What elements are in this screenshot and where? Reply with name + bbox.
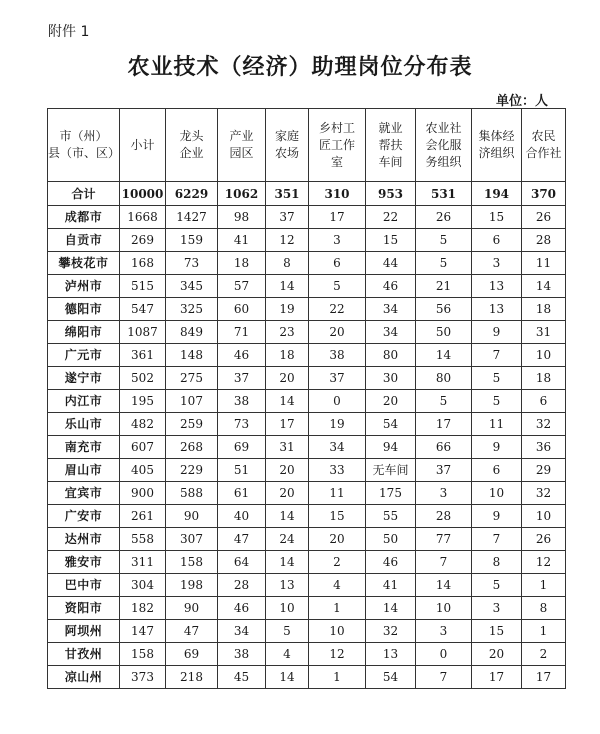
value-cell: 373 (120, 666, 166, 689)
region-cell: 成都市 (48, 206, 120, 229)
region-cell: 乐山市 (48, 413, 120, 436)
value-cell: 3 (416, 620, 472, 643)
value-cell: 20 (472, 643, 522, 666)
value-cell: 50 (416, 321, 472, 344)
value-cell: 13 (366, 643, 416, 666)
value-cell: 30 (366, 367, 416, 390)
value-cell: 38 (218, 390, 266, 413)
table-row (48, 528, 566, 551)
table-row (48, 620, 566, 643)
value-cell: 10 (416, 597, 472, 620)
table-row (48, 413, 566, 436)
value-cell: 14 (266, 390, 309, 413)
value-cell: 20 (266, 367, 309, 390)
unit-label: 单位：人 (495, 94, 548, 109)
value-cell: 37 (416, 459, 472, 482)
value-cell: 32 (522, 482, 566, 505)
table-row (48, 666, 566, 689)
value-cell: 56 (416, 298, 472, 321)
value-cell: 26 (416, 206, 472, 229)
value-cell: 218 (166, 666, 218, 689)
value-cell: 90 (166, 505, 218, 528)
value-cell: 37 (218, 367, 266, 390)
value-cell: 1 (309, 666, 366, 689)
value-cell: 36 (522, 436, 566, 459)
value-cell: 148 (166, 344, 218, 367)
header-cell: 产业 园区 (218, 109, 266, 182)
region-cell: 雅安市 (48, 551, 120, 574)
value-cell: 24 (266, 528, 309, 551)
value-cell: 66 (416, 436, 472, 459)
value-cell: 19 (309, 413, 366, 436)
value-cell: 90 (166, 597, 218, 620)
value-cell: 17 (266, 413, 309, 436)
value-cell: 28 (416, 505, 472, 528)
value-cell: 8 (472, 551, 522, 574)
value-cell: 0 (309, 390, 366, 413)
value-cell: 849 (166, 321, 218, 344)
region-cell: 内江市 (48, 390, 120, 413)
value-cell: 5 (472, 574, 522, 597)
region-cell: 自贡市 (48, 229, 120, 252)
value-cell: 73 (166, 252, 218, 275)
region-cell: 泸州市 (48, 275, 120, 298)
value-cell: 3 (309, 229, 366, 252)
value-cell: 1 (309, 597, 366, 620)
region-cell: 眉山市 (48, 459, 120, 482)
value-cell: 15 (472, 620, 522, 643)
value-cell: 44 (366, 252, 416, 275)
value-cell: 269 (120, 229, 166, 252)
value-cell: 32 (522, 413, 566, 436)
region-cell: 甘孜州 (48, 643, 120, 666)
value-cell: 2 (309, 551, 366, 574)
value-cell: 20 (309, 528, 366, 551)
value-cell: 47 (218, 528, 266, 551)
table-row (48, 252, 566, 275)
table-row (48, 321, 566, 344)
table-row (48, 344, 566, 367)
value-cell: 6 (309, 252, 366, 275)
value-cell: 40 (218, 505, 266, 528)
value-cell: 20 (266, 459, 309, 482)
region-cell: 广元市 (48, 344, 120, 367)
value-cell: 8 (266, 252, 309, 275)
value-cell: 307 (166, 528, 218, 551)
value-cell: 22 (366, 206, 416, 229)
attachment-label: 附件 1 (48, 24, 90, 40)
value-cell: 55 (366, 505, 416, 528)
value-cell: 46 (218, 597, 266, 620)
value-cell: 33 (309, 459, 366, 482)
table-row (48, 206, 566, 229)
value-cell: 5 (309, 275, 366, 298)
value-cell: 69 (218, 436, 266, 459)
value-cell: 18 (266, 344, 309, 367)
value-cell: 51 (218, 459, 266, 482)
value-cell: 23 (266, 321, 309, 344)
value-cell: 19 (266, 298, 309, 321)
value-cell: 31 (266, 436, 309, 459)
header-cell: 市（州） 县（市、区） (48, 109, 120, 182)
table-row (48, 459, 566, 482)
value-cell: 34 (309, 436, 366, 459)
value-cell: 6 (472, 459, 522, 482)
value-cell: 1668 (120, 206, 166, 229)
value-cell: 3 (472, 252, 522, 275)
value-cell: 515 (120, 275, 166, 298)
value-cell: 14 (266, 666, 309, 689)
table-row (48, 367, 566, 390)
value-cell: 21 (416, 275, 472, 298)
value-cell: 20 (266, 482, 309, 505)
region-cell: 阿坝州 (48, 620, 120, 643)
value-cell: 98 (218, 206, 266, 229)
region-cell: 南充市 (48, 436, 120, 459)
value-cell: 275 (166, 367, 218, 390)
value-cell: 14 (522, 275, 566, 298)
region-cell: 绵阳市 (48, 321, 120, 344)
table-row (48, 551, 566, 574)
total-cell: 6229 (166, 182, 218, 206)
header-cell: 农民 合作社 (522, 109, 566, 182)
value-cell: 47 (166, 620, 218, 643)
distribution-table (47, 108, 566, 689)
value-cell: 37 (266, 206, 309, 229)
total-cell: 1062 (218, 182, 266, 206)
value-cell: 41 (218, 229, 266, 252)
value-cell: 73 (218, 413, 266, 436)
value-cell: 10 (266, 597, 309, 620)
value-cell: 14 (416, 574, 472, 597)
value-cell: 311 (120, 551, 166, 574)
table-row (48, 574, 566, 597)
region-cell: 攀枝花市 (48, 252, 120, 275)
value-cell: 32 (366, 620, 416, 643)
value-cell: 14 (266, 275, 309, 298)
value-cell: 5 (472, 367, 522, 390)
value-cell: 60 (218, 298, 266, 321)
value-cell: 17 (416, 413, 472, 436)
value-cell: 15 (472, 206, 522, 229)
value-cell: 31 (522, 321, 566, 344)
value-cell: 14 (266, 505, 309, 528)
value-cell: 26 (522, 528, 566, 551)
header-cell: 就业 帮扶 车间 (366, 109, 416, 182)
value-cell: 46 (366, 551, 416, 574)
region-cell: 宜宾市 (48, 482, 120, 505)
table-row (48, 298, 566, 321)
value-cell: 20 (366, 390, 416, 413)
value-cell: 41 (366, 574, 416, 597)
value-cell: 259 (166, 413, 218, 436)
value-cell: 46 (366, 275, 416, 298)
value-cell: 18 (522, 298, 566, 321)
total-cell: 310 (309, 182, 366, 206)
value-cell: 5 (472, 390, 522, 413)
value-cell: 20 (309, 321, 366, 344)
value-cell: 325 (166, 298, 218, 321)
value-cell: 71 (218, 321, 266, 344)
header-cell: 农业社 会化服 务组织 (416, 109, 472, 182)
value-cell: 158 (120, 643, 166, 666)
value-cell: 5 (416, 390, 472, 413)
value-cell: 5 (416, 229, 472, 252)
value-cell: 11 (309, 482, 366, 505)
total-cell: 10000 (120, 182, 166, 206)
value-cell: 28 (522, 229, 566, 252)
table-row (48, 482, 566, 505)
value-cell: 1 (522, 620, 566, 643)
value-cell: 9 (472, 505, 522, 528)
value-cell: 34 (218, 620, 266, 643)
value-cell: 13 (472, 275, 522, 298)
value-cell: 28 (218, 574, 266, 597)
table-row (48, 390, 566, 413)
value-cell: 2 (522, 643, 566, 666)
total-cell: 953 (366, 182, 416, 206)
value-cell: 502 (120, 367, 166, 390)
value-cell: 159 (166, 229, 218, 252)
value-cell: 7 (472, 528, 522, 551)
value-cell: 57 (218, 275, 266, 298)
value-cell: 9 (472, 436, 522, 459)
value-cell: 37 (309, 367, 366, 390)
value-cell: 12 (266, 229, 309, 252)
table-row (48, 229, 566, 252)
value-cell: 158 (166, 551, 218, 574)
region-cell: 广安市 (48, 505, 120, 528)
value-cell: 77 (416, 528, 472, 551)
value-cell: 10 (472, 482, 522, 505)
value-cell: 26 (522, 206, 566, 229)
value-cell: 268 (166, 436, 218, 459)
header-cell: 家庭 农场 (266, 109, 309, 182)
value-cell: 80 (366, 344, 416, 367)
value-cell: 10 (522, 344, 566, 367)
value-cell: 69 (166, 643, 218, 666)
header-cell: 小计 (120, 109, 166, 182)
value-cell: 14 (416, 344, 472, 367)
value-cell: 6 (472, 229, 522, 252)
value-cell: 175 (366, 482, 416, 505)
total-cell: 194 (472, 182, 522, 206)
value-cell: 7 (416, 551, 472, 574)
value-cell: 12 (309, 643, 366, 666)
value-cell: 13 (266, 574, 309, 597)
value-cell: 34 (366, 321, 416, 344)
value-cell: 17 (309, 206, 366, 229)
value-cell: 1427 (166, 206, 218, 229)
value-cell: 3 (416, 482, 472, 505)
value-cell: 13 (472, 298, 522, 321)
value-cell: 4 (266, 643, 309, 666)
total-cell: 合计 (48, 182, 120, 206)
value-cell: 38 (218, 643, 266, 666)
value-cell: 94 (366, 436, 416, 459)
page-title: 农业技术（经济）助理岗位分布表 (127, 55, 473, 80)
value-cell: 15 (366, 229, 416, 252)
value-cell: 10 (522, 505, 566, 528)
value-cell: 304 (120, 574, 166, 597)
region-cell: 遂宁市 (48, 367, 120, 390)
value-cell: 54 (366, 666, 416, 689)
value-cell: 6 (522, 390, 566, 413)
value-cell: 9 (472, 321, 522, 344)
header-row (48, 109, 566, 182)
region-cell: 巴中市 (48, 574, 120, 597)
value-cell: 482 (120, 413, 166, 436)
value-cell: 229 (166, 459, 218, 482)
value-cell: 5 (266, 620, 309, 643)
value-cell: 12 (522, 551, 566, 574)
value-cell: 22 (309, 298, 366, 321)
total-cell: 370 (522, 182, 566, 206)
header-cell: 乡村工 匠工作 室 (309, 109, 366, 182)
value-cell: 46 (218, 344, 266, 367)
value-cell: 80 (416, 367, 472, 390)
region-cell: 德阳市 (48, 298, 120, 321)
value-cell: 558 (120, 528, 166, 551)
value-cell: 1087 (120, 321, 166, 344)
value-cell: 5 (416, 252, 472, 275)
header-cell: 龙头 企业 (166, 109, 218, 182)
value-cell: 1 (522, 574, 566, 597)
region-cell: 资阳市 (48, 597, 120, 620)
value-cell: 17 (472, 666, 522, 689)
region-cell: 达州市 (48, 528, 120, 551)
value-cell: 34 (366, 298, 416, 321)
value-cell: 900 (120, 482, 166, 505)
value-cell: 10 (309, 620, 366, 643)
value-cell: 45 (218, 666, 266, 689)
value-cell: 261 (120, 505, 166, 528)
table-row (48, 505, 566, 528)
value-cell: 405 (120, 459, 166, 482)
value-cell: 4 (309, 574, 366, 597)
value-cell: 64 (218, 551, 266, 574)
value-cell: 8 (522, 597, 566, 620)
value-cell: 147 (120, 620, 166, 643)
value-cell: 588 (166, 482, 218, 505)
value-cell: 195 (120, 390, 166, 413)
value-cell: 7 (416, 666, 472, 689)
value-cell: 38 (309, 344, 366, 367)
value-cell: 0 (416, 643, 472, 666)
value-cell: 3 (472, 597, 522, 620)
value-cell: 11 (472, 413, 522, 436)
value-cell: 168 (120, 252, 166, 275)
table-row (48, 436, 566, 459)
table-row (48, 275, 566, 298)
value-cell: 345 (166, 275, 218, 298)
value-cell: 361 (120, 344, 166, 367)
value-cell: 14 (266, 551, 309, 574)
value-cell: 7 (472, 344, 522, 367)
value-cell: 607 (120, 436, 166, 459)
value-cell: 50 (366, 528, 416, 551)
value-cell: 107 (166, 390, 218, 413)
table-row (48, 597, 566, 620)
total-row (48, 182, 566, 206)
total-cell: 531 (416, 182, 472, 206)
value-cell: 29 (522, 459, 566, 482)
table-row (48, 643, 566, 666)
value-cell: 54 (366, 413, 416, 436)
value-cell: 18 (522, 367, 566, 390)
value-cell: 61 (218, 482, 266, 505)
value-cell: 17 (522, 666, 566, 689)
value-cell: 14 (366, 597, 416, 620)
region-cell: 凉山州 (48, 666, 120, 689)
value-cell: 547 (120, 298, 166, 321)
header-cell: 集体经 济组织 (472, 109, 522, 182)
total-cell: 351 (266, 182, 309, 206)
value-cell: 11 (522, 252, 566, 275)
value-cell: 182 (120, 597, 166, 620)
value-cell: 无车间 (366, 459, 416, 482)
value-cell: 18 (218, 252, 266, 275)
value-cell: 198 (166, 574, 218, 597)
value-cell: 15 (309, 505, 366, 528)
